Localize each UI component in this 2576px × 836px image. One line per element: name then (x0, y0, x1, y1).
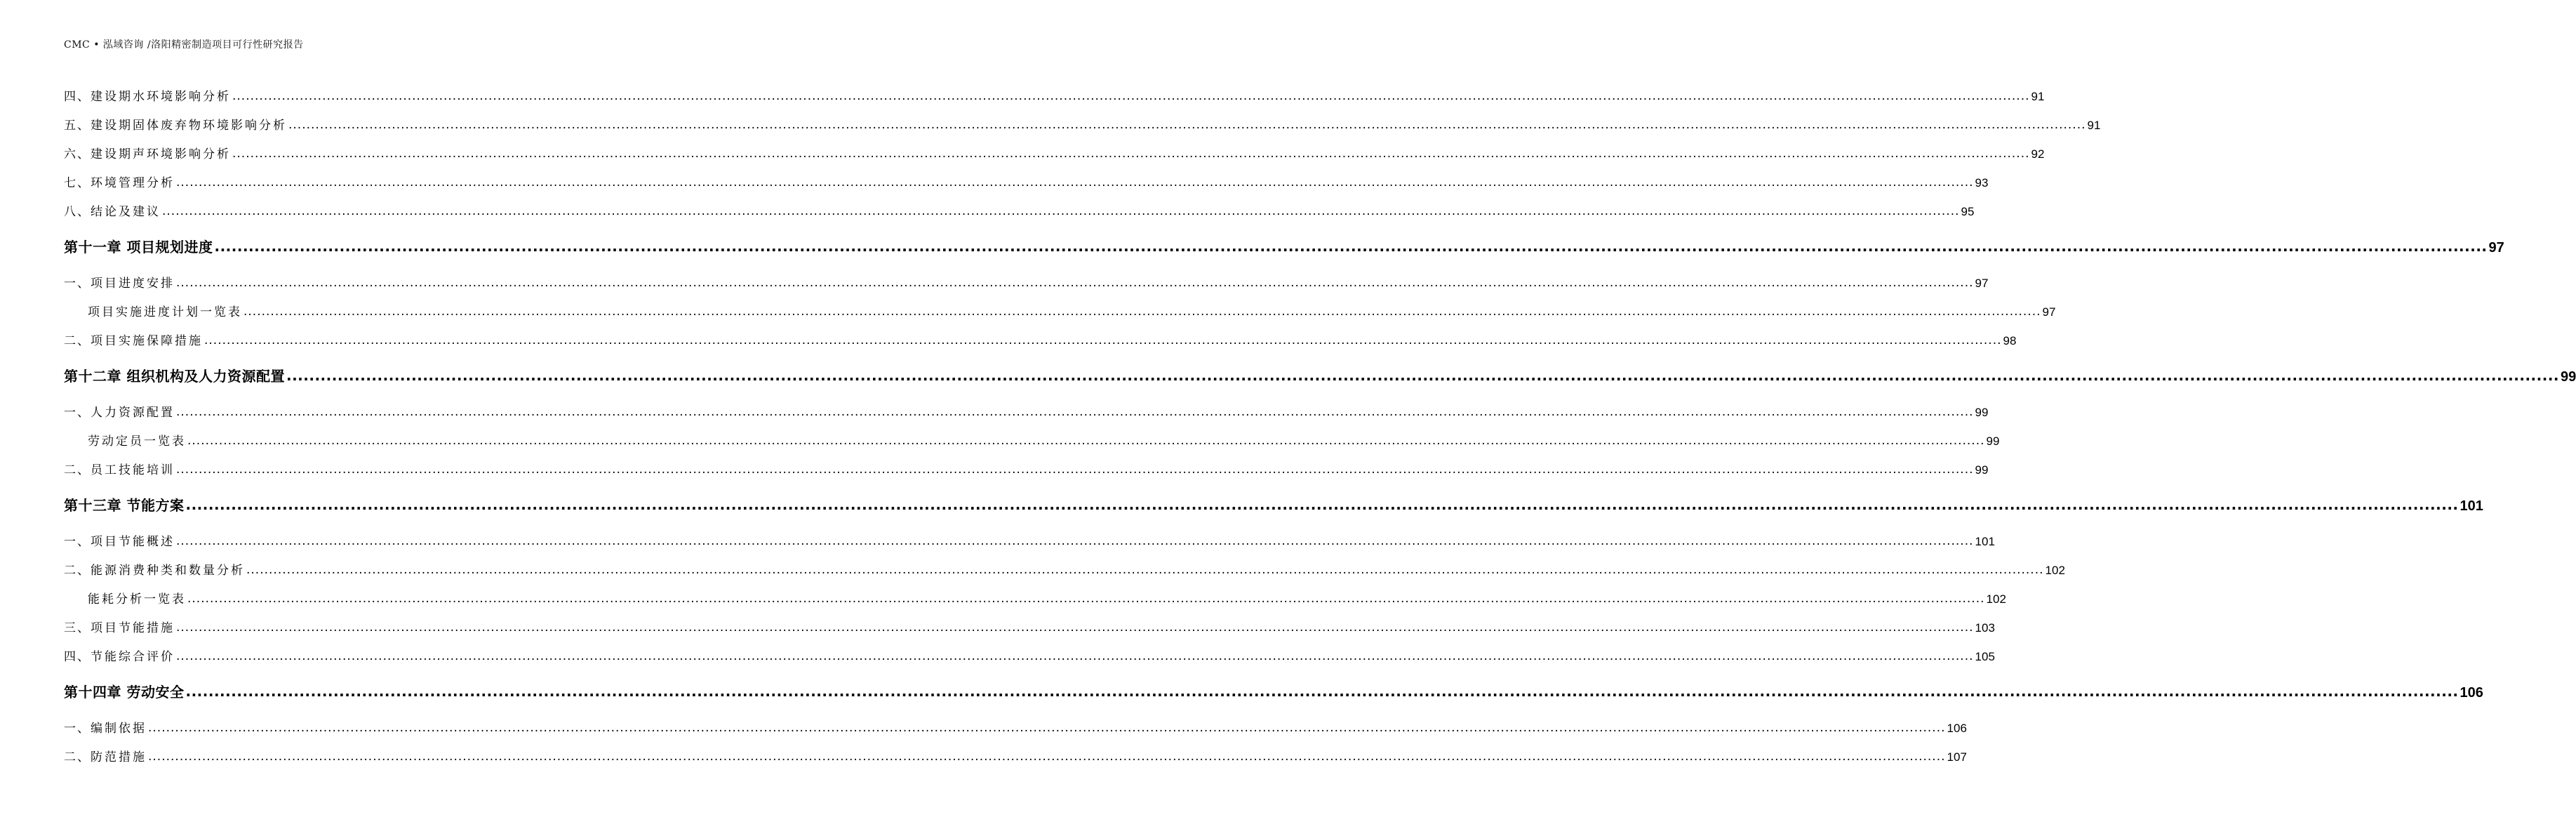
toc-dot-leader: ................................................................................................................................................................................................................................................................................................................................................................................................................ (187, 592, 1985, 606)
toc-entry-number: 七、 (64, 176, 91, 190)
toc-section-entry[interactable] (64, 747, 1967, 764)
toc-section-entry[interactable] (64, 718, 1967, 736)
toc-entry-number: 二、 (64, 564, 91, 578)
toc-entry-title: 结论及建议 (91, 205, 161, 219)
toc-entry-title: 编制依据 (91, 722, 147, 736)
toc-entry-page-number: 99 (2561, 369, 2576, 385)
toc-dot-leader: ................................................................................................................................................................................................................................................................................................................................................................................................................ (176, 621, 1974, 635)
toc-entry-page-number: 103 (1975, 621, 1995, 635)
toc-chapter-entry[interactable] (64, 236, 2504, 256)
toc-entry-page-number: 101 (1975, 535, 1995, 548)
toc-section-entry[interactable] (64, 302, 2056, 319)
toc-entry-page-number: 105 (1975, 650, 1995, 663)
toc-dot-leader: ................................................................................................................................................................................................................................................................................................................................................................................................................ (176, 463, 1974, 477)
toc-entry-title: 第十四章 劳动安全 (64, 684, 185, 701)
toc-entry-page-number: 97 (2042, 305, 2056, 319)
toc-entry-title: 员工技能培训 (91, 463, 175, 477)
toc-section-entry[interactable] (64, 115, 2101, 133)
toc-dot-leader: ................................................................................................................................................................................................................................................................................................................................................................................................................ (162, 204, 1960, 218)
toc-entry-number: 八、 (64, 205, 91, 219)
toc-entry-title: 项目实施保障措施 (91, 334, 203, 348)
toc-entry-page-number: 93 (1975, 176, 1989, 190)
toc-section-entry[interactable] (64, 460, 1989, 477)
toc-section-entry[interactable] (64, 144, 2045, 161)
toc-section-entry[interactable] (64, 589, 2006, 606)
toc-dot-leader: ................................................................................................................................................................................................................................................................................................................................................................................................................ (176, 405, 1974, 419)
toc-entry-page-number: 101 (2460, 498, 2483, 514)
toc-entry-title: 项目进度安排 (91, 277, 175, 291)
toc-entry-title: 项目节能概述 (91, 535, 175, 549)
toc-dot-leader: ................................................................................................................................................................................................................................................................................................................................................................................................................ (246, 563, 2044, 577)
toc-entry-title: 建设期水环境影响分析 (91, 90, 231, 104)
toc-entry-title: 第十二章 组织机构及人力资源配置 (64, 368, 285, 385)
toc-entry-title: 节能综合评价 (91, 650, 175, 664)
toc-dot-leader: ................................................................................................................................................................................................................................................................................................................................................................................................................ (176, 534, 1974, 548)
toc-section-entry[interactable] (64, 201, 1975, 219)
toc-entry-title: 劳动定员一览表 (88, 434, 186, 449)
toc-entry-page-number: 91 (2087, 119, 2101, 132)
toc-dot-leader: ................................................................................................................................................................................................................................................................................................................................................................................................................ (214, 238, 2488, 255)
toc-entry-number: 二、 (64, 463, 91, 477)
toc-entry-title: 第十三章 节能方案 (64, 497, 185, 514)
toc-entry-number: 四、 (64, 90, 91, 104)
toc-entry-title: 能源消费种类和数量分析 (91, 564, 245, 578)
toc-section-entry[interactable] (64, 618, 1995, 635)
toc-entry-page-number: 99 (1986, 434, 2000, 448)
toc-section-entry[interactable] (64, 560, 2065, 578)
toc-section-entry[interactable] (64, 531, 1995, 549)
toc-entry-number: 一、 (64, 277, 91, 291)
toc-dot-leader: ................................................................................................................................................................................................................................................................................................................................................................................................................ (286, 367, 2560, 384)
toc-dot-leader: ................................................................................................................................................................................................................................................................................................................................................................................................................ (243, 305, 2041, 319)
toc-dot-leader: ................................................................................................................................................................................................................................................................................................................................................................................................................ (204, 333, 2002, 347)
toc-dot-leader: ................................................................................................................................................................................................................................................................................................................................................................................................................ (185, 683, 2459, 700)
toc-entry-number: 二、 (64, 334, 91, 348)
toc-chapter-entry[interactable] (64, 681, 2483, 701)
toc-entry-title: 防范措施 (91, 750, 147, 764)
toc-dot-leader: ................................................................................................................................................................................................................................................................................................................................................................................................................ (176, 175, 1974, 190)
toc-dot-leader: ................................................................................................................................................................................................................................................................................................................................................................................................................ (176, 276, 1974, 290)
toc-dot-leader: ................................................................................................................................................................................................................................................................................................................................................................................................................ (288, 118, 2086, 132)
toc-entry-number: 一、 (64, 722, 91, 736)
toc-dot-leader: ................................................................................................................................................................................................................................................................................................................................................................................................................ (232, 89, 2030, 103)
toc-entry-title: 项目实施进度计划一览表 (88, 305, 242, 319)
toc-entry-title: 环境管理分析 (91, 176, 175, 190)
toc-entry-title: 建设期声环境影响分析 (91, 147, 231, 161)
toc-entry-title: 人力资源配置 (91, 406, 175, 420)
toc-entry-number: 二、 (64, 750, 91, 764)
toc-dot-leader: ................................................................................................................................................................................................................................................................................................................................................................................................................ (176, 649, 1974, 663)
toc-entry-page-number: 97 (2488, 240, 2504, 256)
toc-section-entry[interactable] (64, 86, 2045, 104)
toc-entry-title: 建设期固体废弃物环境影响分析 (91, 119, 287, 133)
toc-entry-page-number: 92 (2031, 147, 2045, 161)
toc-entry-number: 四、 (64, 650, 91, 664)
toc-entry-page-number: 91 (2031, 90, 2045, 103)
toc-entry-page-number: 106 (1947, 722, 1967, 735)
toc-dot-leader: ................................................................................................................................................................................................................................................................................................................................................................................................................ (148, 750, 1946, 764)
toc-section-entry[interactable] (64, 331, 2017, 348)
toc-dot-leader: ................................................................................................................................................................................................................................................................................................................................................................................................................ (187, 434, 1985, 448)
toc-entry-number: 五、 (64, 119, 91, 133)
toc-section-entry[interactable] (64, 646, 1995, 664)
toc-entry-page-number: 102 (1986, 592, 2006, 606)
toc-entry-title: 项目节能措施 (91, 621, 175, 635)
toc-chapter-entry[interactable] (64, 494, 2483, 515)
toc-entry-page-number: 107 (1947, 750, 1967, 764)
toc-section-entry[interactable] (64, 402, 1989, 420)
toc-entry-number: 六、 (64, 147, 91, 161)
toc-entry-title: 能耗分析一览表 (88, 592, 186, 606)
toc-entry-page-number: 99 (1975, 463, 1989, 477)
toc-section-entry[interactable] (64, 431, 2000, 449)
toc-entry-page-number: 99 (1975, 406, 1989, 419)
toc-dot-leader: ................................................................................................................................................................................................................................................................................................................................................................................................................ (232, 147, 2030, 161)
toc-section-entry[interactable] (64, 173, 1989, 190)
toc-dot-leader: ................................................................................................................................................................................................................................................................................................................................................................................................................ (185, 496, 2459, 513)
toc-entry-number: 一、 (64, 406, 91, 420)
running-header: CMC • 泓域咨询 /洛阳精密制造项目可行性研究报告 (64, 39, 304, 51)
toc-entry-page-number: 106 (2460, 685, 2483, 701)
toc-section-entry[interactable] (64, 273, 1989, 291)
toc-entry-number: 一、 (64, 535, 91, 549)
toc-entry-title: 第十一章 项目规划进度 (64, 239, 213, 256)
toc-dot-leader: ................................................................................................................................................................................................................................................................................................................................................................................................................ (148, 721, 1946, 735)
toc-chapter-entry[interactable] (64, 365, 2576, 385)
toc-entry-page-number: 95 (1961, 205, 1975, 218)
toc-entry-number: 三、 (64, 621, 91, 635)
toc-entry-page-number: 102 (2045, 564, 2065, 577)
toc-entry-page-number: 98 (2003, 334, 2017, 347)
toc-entry-page-number: 97 (1975, 277, 1989, 290)
